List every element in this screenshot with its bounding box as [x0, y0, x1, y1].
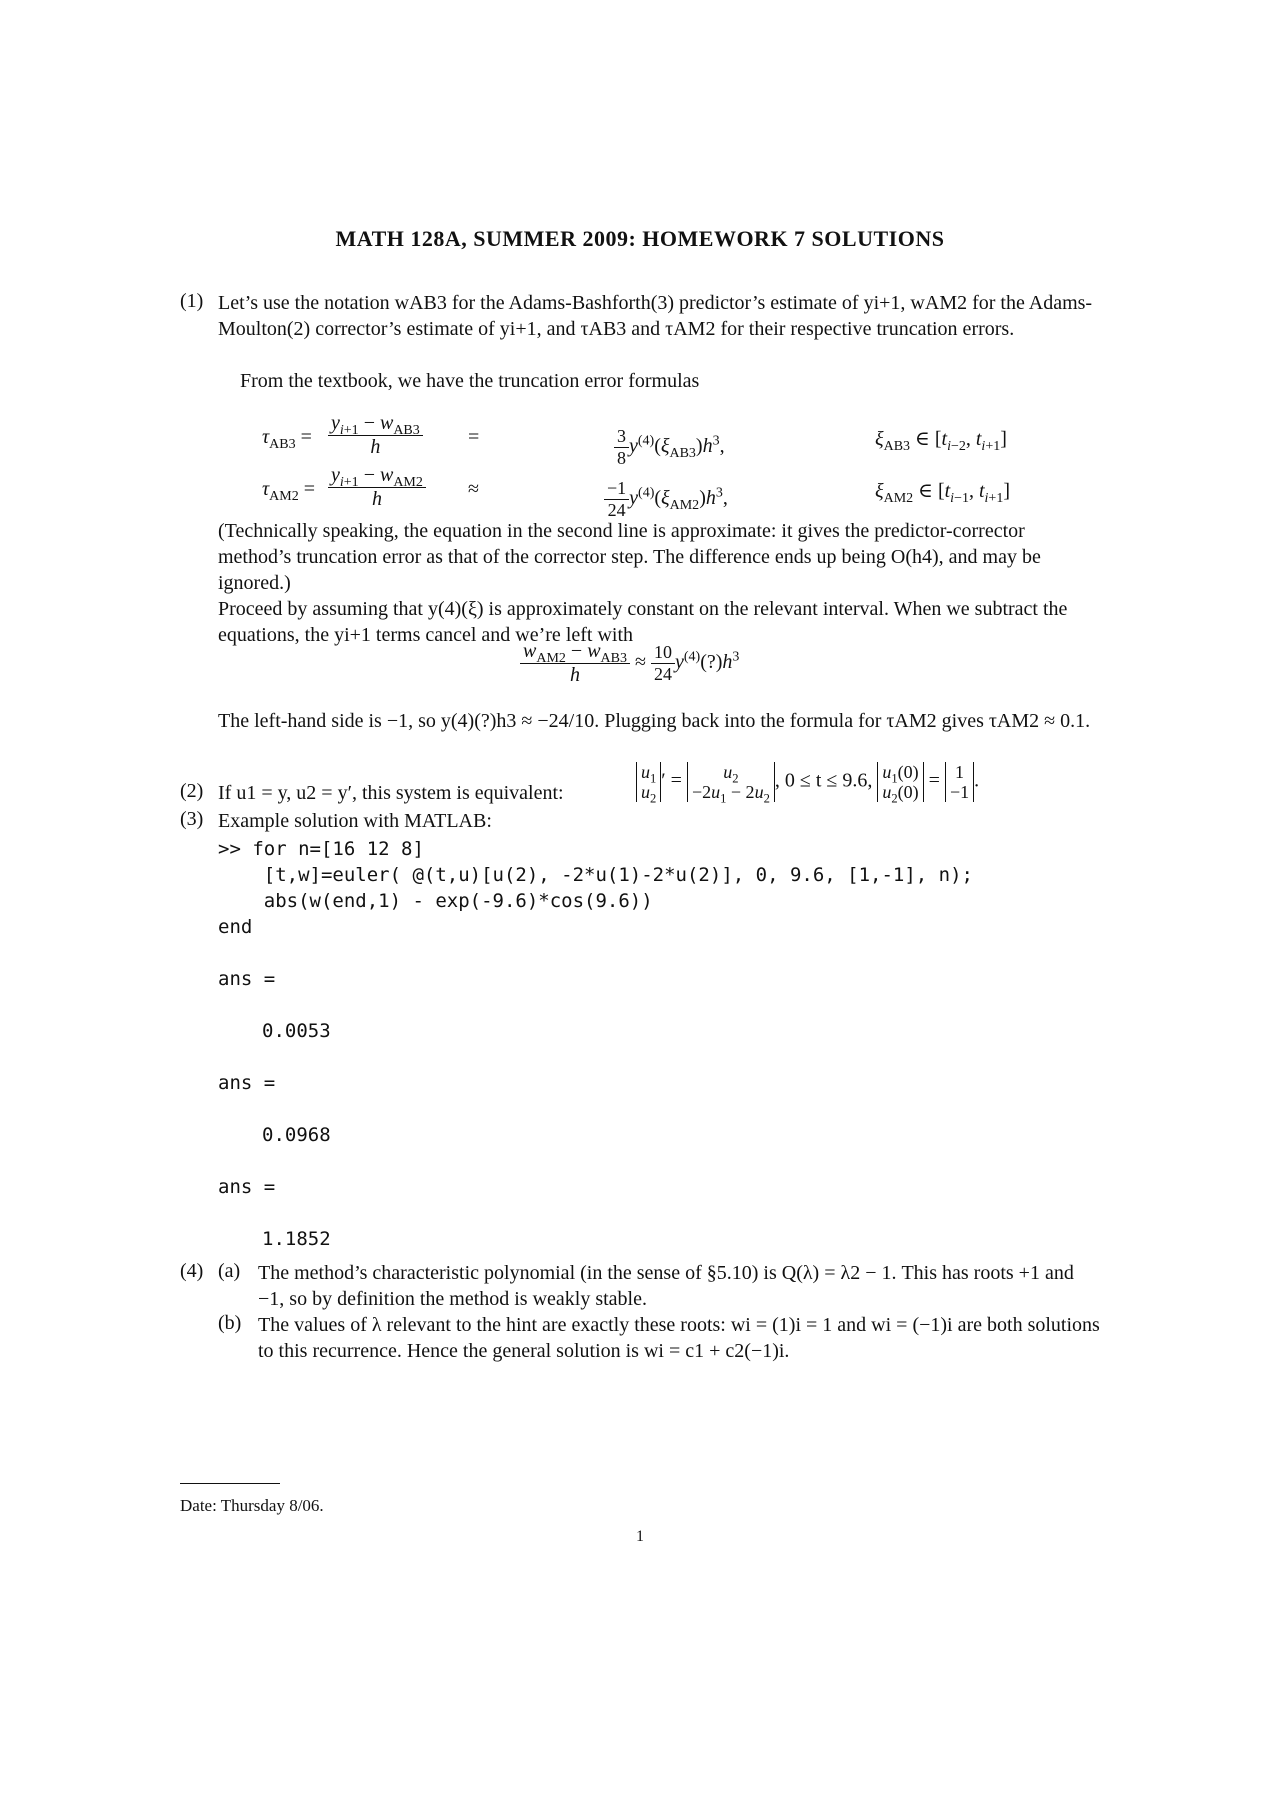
- left-hand-side-paragraph: The left-hand side is −1, so y(4)(?)h3 ≈ −24/10. Plugging back into the formula for τAM2 gives τAM2 ≈ 0.1.: [218, 710, 1091, 732]
- technically-note: (Technically speaking, the equation in the second line is approximate: it gives the predictor-corrector method’s truncation error as that of the corrector step. The difference ends up being O(h4), and may be ignored.): [218, 520, 1041, 594]
- page-number: 1: [636, 1528, 644, 1545]
- ans-value-2: 0.0968: [262, 1124, 331, 1146]
- problem-3-text: Example solution with MATLAB:: [218, 810, 492, 832]
- problem-3-number: (3): [180, 808, 204, 830]
- ans-label-2: ans =: [218, 1072, 276, 1094]
- ans-value-1: 0.0053: [262, 1020, 331, 1042]
- initial-values: 1 −1: [945, 762, 974, 802]
- ans-value-3: 1.1852: [262, 1228, 331, 1250]
- problem-1-intro: [218, 290, 1102, 342]
- system-equation: $u_1$ $u_2' = u_2$ $-2u_1 - 2u_2$, 0 ≤ t ≤ 9.6, $u_1(0)$ $u_2(0) = 1$ −1.: [636, 762, 1116, 802]
- part-b-label: (b): [218, 1312, 242, 1334]
- ans-label-3: ans =: [218, 1176, 276, 1198]
- proceed-paragraph: Proceed by assuming that y(4)(ξ) is approximately constant on the relevant interval. When we subtract the equations, the yi+1 terms cancel and we’re left with: [218, 598, 1068, 646]
- u-vector: $u_1$ $u_2$: [636, 762, 661, 802]
- code-line-1: >> for n=[16 12 8]: [218, 838, 424, 860]
- difference-equation: $\frac{w_{AM2} - w_{AB3}}{h}$ ≈ $\frac{10}{24}$ $y^{(4)}(?)h^3$: [520, 640, 820, 687]
- code-line-4: end: [218, 916, 253, 938]
- ans-label-1: ans =: [218, 968, 276, 990]
- problem-1-textbook-line: From the textbook, we have the truncation error formulas: [240, 370, 700, 392]
- problem-1-number: (1): [180, 290, 204, 312]
- time-range: 0 ≤ t ≤ 9.6,: [784, 769, 873, 792]
- problem-1-intro-text: Let’s use the notation wAB3 for the Adams-Bashforth(3) predictor’s estimate of yi+1, wAM2 for the Adams-Moulton(2) corrector’s estimate of yi+1, and τAB3 and τAM2 for their respective truncation errors.: [218, 292, 1093, 340]
- problem-2-number: (2): [180, 780, 204, 802]
- code-line-2: [t,w]=euler( @(t,u)[u(2), -2*u(1)-2*u(2)], 0, 9.6, [1,-1], n);: [218, 864, 973, 886]
- part-b-text: The values of λ relevant to the hint are exactly these roots: wi = (1)i = 1 and wi = (−1)i are both solutions to this recurrence. Hence the general solution is wi = c1 + c2(−1)i.: [258, 1314, 1100, 1362]
- rhs-vector: $u_2$ $-2u_1 - 2u_2$: [687, 762, 775, 802]
- part-a-text: The method’s characteristic polynomial (in the sense of §5.10) is Q(λ) = λ2 − 1. This has roots +1 and −1, so by definition the method is weakly stable.: [258, 1262, 1074, 1310]
- page-title: MATH 128A, SUMMER 2009: HOMEWORK 7 SOLUTIONS: [335, 226, 945, 251]
- document-page: MATH 128A, SUMMER 2009: HOMEWORK 7 SOLUTIONS (1) Let’s use the notation wAB3 for the Adams-Bashforth(3) predictor’s estimate of yi+1, wAM2 for the Adams-Moulton(2) corrector’s estimate of yi+1, and τAB3 and τAM2 for their respective truncation errors. From the textbook, we have the truncation error formulas $\tau_{AB3}$ = $y_{i+1} - w_{AB3}$ h = $\frac{3}{8}$ $y^{(4)}(\xi_{AB3})h^3$, $\xi_{AB3}$ ∈ [$t_{i-2}$, $t_{i+1}$] $\tau_{AM2}$ = $y_{i+1} - w_{AM2}$ h ≈ $\frac{-1}{24}$ $y^{(4)}(\xi_{AM2})h^3$, $\xi_{AM2}$ ∈ [$t_{i-1}$, $t_{i+1}$] (Technically speaking, the equation in the second line is approximate: it gives the predictor-corrector method’s truncation error as that of the corrector step. The difference ends up being O(h4), and may be ignored.) Proceed by assuming that y(4)(ξ) is approximately constant on the relevant interval. When we subtract the equations, the yi+1 terms cancel and we’re left with $\frac{w_{AM2} - w_{AB3}}{h}$ ≈ $\frac{10}{24}$ $y^{(4)}(?)h^3$ The left-hand side is −1, so y(4)(?)h3 ≈ −24/10. Plugging back into the formula for τAM2 gives τAM2 ≈ 0.1. (2) If u1 = y, u2 = y′, this system is equivalent: $u_1$ $u_2' = u_2$ $-2u_1 - 2u_2$, 0 ≤ t ≤ 9.6, $u_1(0)$ $u_2(0) = 1$ −1. (3) Example solution with MATLAB: >> for n=[16 12 8] [t,w]=euler( @(t,u)[u(2), -2*u(1)-2*u(2)], 0, 9.6, [1,-1], n); abs(w(end,1) - exp(-9.6)*cos(9.6)) end ans = 0.0053 ans = 0.0968 ans = 1.1852 (4) (a) The method’s characteristic polynomial (in the sense of §5.10) is Q(λ) = λ2 − 1. This has roots +1 and −1, so by definition the method is weakly stable. (b) The values of λ relevant to the hint are exactly these roots: wi = (1)i = 1 and wi = (−1)i are both solutions to this recurrence. Hence the general solution is wi = c1 + c2(−1)i. Date: Thursday 8/06. 1: [0, 0, 1280, 1811]
- problem-2-text: If u1 = y, u2 = y′, this system is equivalent:: [218, 782, 564, 804]
- initial-vector: $u_1(0)$ $u_2(0)$: [877, 762, 923, 802]
- code-line-3: abs(w(end,1) - exp(-9.6)*cos(9.6)): [218, 890, 653, 912]
- problem-4-number: (4): [180, 1260, 204, 1282]
- footnote-date: Date: Thursday 8/06.: [180, 1496, 324, 1515]
- footnote-rule: [180, 1483, 280, 1484]
- part-a-label: (a): [218, 1260, 241, 1282]
